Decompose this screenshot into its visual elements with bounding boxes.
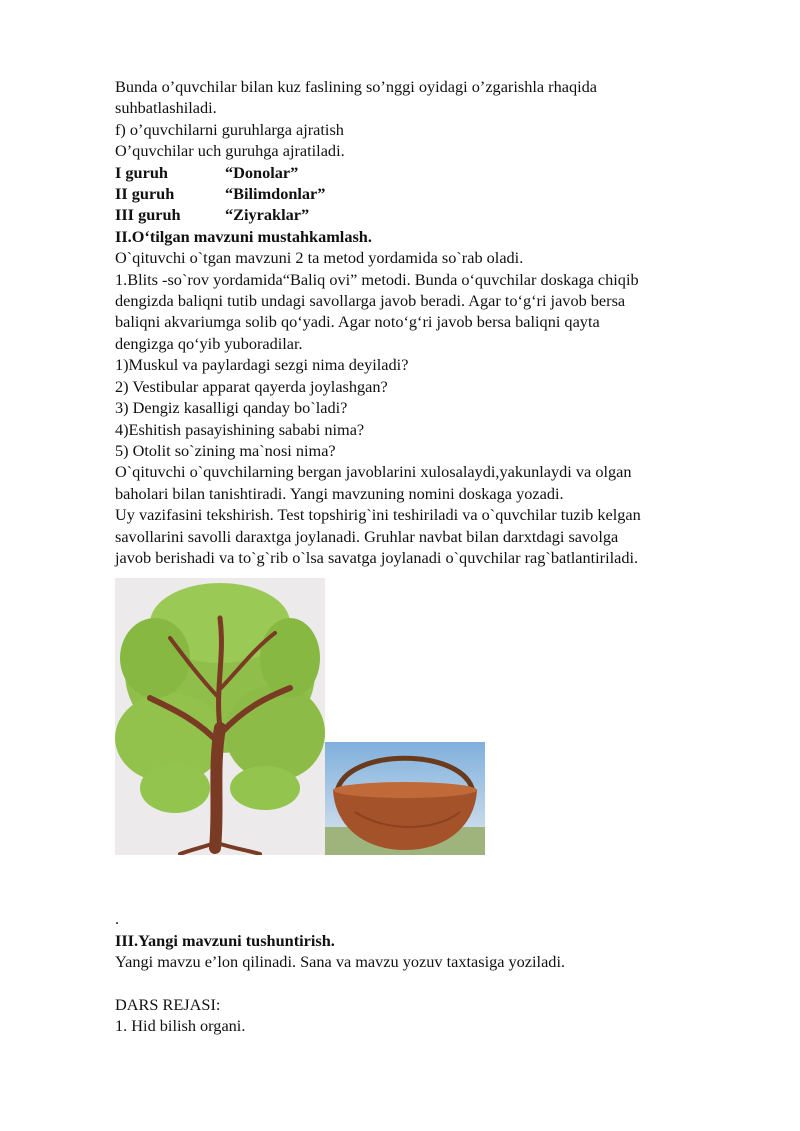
review-line-4: dengizda baliqni tutib undagi savollarga javob beradi. Agar to‘g‘ri javob bersa — [115, 291, 626, 311]
group-title: “Donolar” — [225, 162, 299, 182]
review-line-12: O`qituvchi o`quvchilarning bergan javoblarini xulosalaydi,yakunlaydi va olgan — [115, 462, 632, 482]
intro-line-4: O’quvchilar uch guruhga ajratiladi. — [115, 141, 345, 161]
review-line-5: baliqni akvariumga solib qo‘yadi. Agar noto‘g‘ri javob bersa baliqni qayta — [115, 312, 600, 332]
new-topic-line-2: Yangi mavzu e’lon qilinadi. Sana va mavzu yozuv taxtasiga yoziladi. — [115, 952, 566, 972]
review-line-7: 1)Muskul va paylardagi sezgi nima deyiladi? — [115, 355, 409, 375]
group-row-1 — [115, 162, 755, 183]
review-line-9: 3) Dengiz kasalligi qanday bo`ladi? — [115, 398, 348, 418]
review-line-2: O`qituvchi o`tgan mavzuni 2 ta metod yordamida so`rab oladi. — [115, 248, 524, 268]
group-title: “Bilimdonlar” — [225, 184, 326, 204]
intro-line-2: suhbatlashiladi. — [115, 98, 217, 118]
group-title: “Ziyraklar” — [225, 205, 310, 225]
new-topic-line-1: III.Yangi mavzuni tushuntirish. — [115, 930, 335, 950]
review-section — [115, 226, 755, 569]
review-line-1: II.O‘tilgan mavzuni mustahkamlash. — [115, 226, 372, 246]
group-row-2 — [115, 183, 755, 204]
review-line-14: Uy vazifasini tekshirish. Test topshirig`ini teshiriladi va o`quvchilar tuzib kelgan — [115, 505, 641, 525]
dot-mark: . — [115, 909, 120, 929]
blank-line — [115, 973, 755, 994]
group-name: III guruh — [115, 205, 181, 225]
document-page — [115, 76, 755, 1037]
group-name: II guruh — [115, 184, 175, 204]
basket-image — [325, 742, 485, 855]
intro-line-1: Bunda o’quvchilar bilan kuz faslining so’nggi oyidagi o’zgarishla rhaqida — [115, 77, 597, 96]
plan-line-2: 1. Hid bilish organi. — [115, 1016, 246, 1036]
review-line-6: dengizga qo‘yib yuboradilar. — [115, 333, 303, 353]
group-list — [115, 162, 755, 226]
question-tree-image — [115, 578, 325, 855]
group-name: I guruh — [115, 162, 168, 182]
figures — [115, 578, 755, 908]
new-topic-section — [115, 930, 755, 973]
intro-line-3: f) o’quvchilarni guruhlarga ajratish — [115, 119, 344, 139]
plan-line-1: DARS REJASI: — [115, 994, 221, 1014]
review-line-16: javob berishadi va to`g`rib o`lsa savatga joylanadi o`quvchilar rag`batlantiriladi. — [115, 547, 639, 567]
review-line-11: 5) Otolit so`zining ma`nosi nima? — [115, 440, 336, 460]
review-line-3: 1.Blits -so`rov yordamida“Baliq ovi” metodi. Bunda o‘quvchilar doskaga chiqib — [115, 269, 639, 289]
review-line-15: savollarini savolli daraxtga joylanadi. Gruhlar navbat bilan darxtdagi savolga — [115, 526, 619, 546]
lesson-plan-section — [115, 994, 755, 1037]
group-row-3 — [115, 204, 755, 225]
review-line-10: 4)Eshitish pasayishining sababi nima? — [115, 419, 365, 439]
review-line-13: baholari bilan tanishtiradi. Yangi mavzuning nomini doskaga yozadi. — [115, 483, 564, 503]
intro-paragraph — [115, 76, 755, 162]
review-line-8: 2) Vestibular apparat qayerda joylashgan? — [115, 376, 388, 396]
